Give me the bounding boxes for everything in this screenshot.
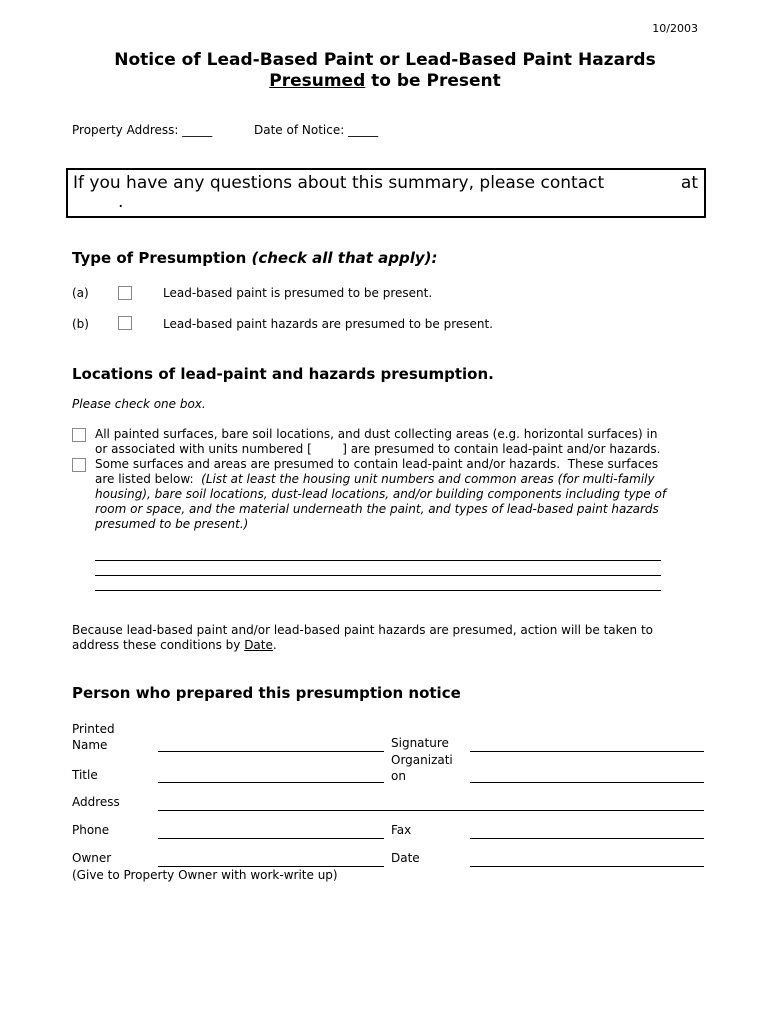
option-some-italic-3: room or space, and the material underneath the paint, and types of lead-based paint hazards — [95, 502, 659, 516]
presumption-text-b: Lead-based paint hazards are presumed to be present. — [163, 317, 493, 331]
action-prefix: address these conditions by — [72, 638, 245, 652]
contact-question: If you have any questions about this summary, please contact — [73, 173, 605, 193]
locations-blank-line-3[interactable] — [95, 590, 661, 591]
title-line-2-rest: to be Present — [365, 71, 501, 91]
printed-name-field[interactable] — [158, 751, 384, 752]
presumption-text-a: Lead-based paint is presumed to be present. — [163, 286, 433, 300]
presumption-heading-text: Type of Presumption — [72, 249, 252, 267]
title-presumed: Presumed — [269, 71, 366, 91]
address-field[interactable] — [158, 810, 704, 811]
option-some-prefix: are listed below: — [95, 472, 202, 486]
option-some-italic-2: housing), bare soil locations, dust-lead locations, and/or building components including type of — [95, 487, 667, 501]
title-label: Title — [72, 768, 98, 782]
presumption-heading — [72, 249, 438, 267]
option-some-line-5 — [95, 517, 700, 532]
location-option-all-text — [95, 427, 700, 457]
version-date: 10/2003 — [652, 22, 698, 35]
organization-label-1: Organizati — [391, 753, 453, 767]
title-line-1: Notice of Lead-Based Paint or Lead-Based Paint Hazards — [114, 50, 656, 70]
phone-label: Phone — [72, 823, 110, 837]
option-some-line-1: Some surfaces and areas are presumed to contain lead-paint and/or hazards. These surfaces — [95, 457, 659, 471]
contact-dot: . — [118, 192, 124, 212]
address-label: Address — [72, 795, 120, 809]
date-label: Date — [391, 851, 420, 865]
printed-name-label — [72, 721, 115, 753]
locations-blank-line-2[interactable] — [95, 575, 661, 576]
owner-label: Owner — [72, 851, 112, 865]
phone-field[interactable] — [158, 838, 384, 839]
printed-label: Printed — [72, 722, 115, 736]
preparer-heading: Person who prepared this presumption notice — [72, 684, 461, 702]
signature-label: Signature — [391, 736, 449, 750]
presumption-heading-note: (check all that apply): — [251, 249, 438, 267]
organization-label — [391, 752, 453, 784]
action-statement — [72, 623, 712, 653]
give-to-note: (Give to Property Owner with work-write up) — [72, 868, 338, 882]
organization-field[interactable] — [470, 782, 704, 783]
option-all-line-2: or associated with units numbered [ ] are presumed to contain lead-paint and/or hazards. — [95, 442, 661, 456]
date-field[interactable] — [470, 866, 704, 867]
presumption-marker-a: (a) — [72, 286, 89, 300]
location-option-some-checkbox[interactable] — [72, 458, 86, 472]
location-option-some-text — [95, 457, 700, 532]
title-field[interactable] — [158, 782, 384, 783]
presumption-checkbox-b[interactable] — [118, 316, 132, 330]
option-some-line-4 — [95, 502, 700, 517]
page-title — [0, 50, 770, 92]
option-some-italic-1: (List at least the housing unit numbers and common areas (for multi-family — [201, 472, 655, 486]
locations-heading: Locations of lead-paint and hazards presumption. — [72, 365, 494, 383]
action-line-2 — [72, 638, 712, 653]
name-label: Name — [72, 738, 108, 752]
fax-field[interactable] — [470, 838, 704, 839]
organization-label-2: on — [391, 769, 406, 783]
locations-instruction: Please check one box. — [72, 397, 206, 411]
action-line-1: Because lead-based paint and/or lead-based paint hazards are presumed, action will be taken to — [72, 623, 654, 637]
action-suffix: . — [272, 638, 277, 652]
locations-blank-line-1[interactable] — [95, 560, 661, 561]
option-some-line-3 — [95, 487, 700, 502]
option-some-line-2 — [95, 472, 700, 487]
option-all-line-1: All painted surfaces, bare soil locations, and dust collecting areas (e.g. horizontal surfaces) in — [95, 427, 658, 441]
contact-box — [66, 168, 706, 218]
location-option-all-checkbox[interactable] — [72, 428, 86, 442]
signature-field[interactable] — [470, 751, 704, 752]
title-line-2 — [0, 71, 770, 92]
property-address-field[interactable]: Property Address: _____ — [72, 123, 213, 137]
presumption-checkbox-a[interactable] — [118, 286, 132, 300]
fax-label: Fax — [391, 823, 412, 837]
date-of-notice-field[interactable]: Date of Notice: _____ — [254, 123, 379, 137]
option-some-italic-4: presumed to be present.) — [95, 517, 249, 531]
action-date: Date — [244, 638, 273, 652]
contact-at: at — [680, 173, 698, 193]
owner-field[interactable] — [158, 866, 384, 867]
presumption-marker-b: (b) — [72, 317, 89, 331]
